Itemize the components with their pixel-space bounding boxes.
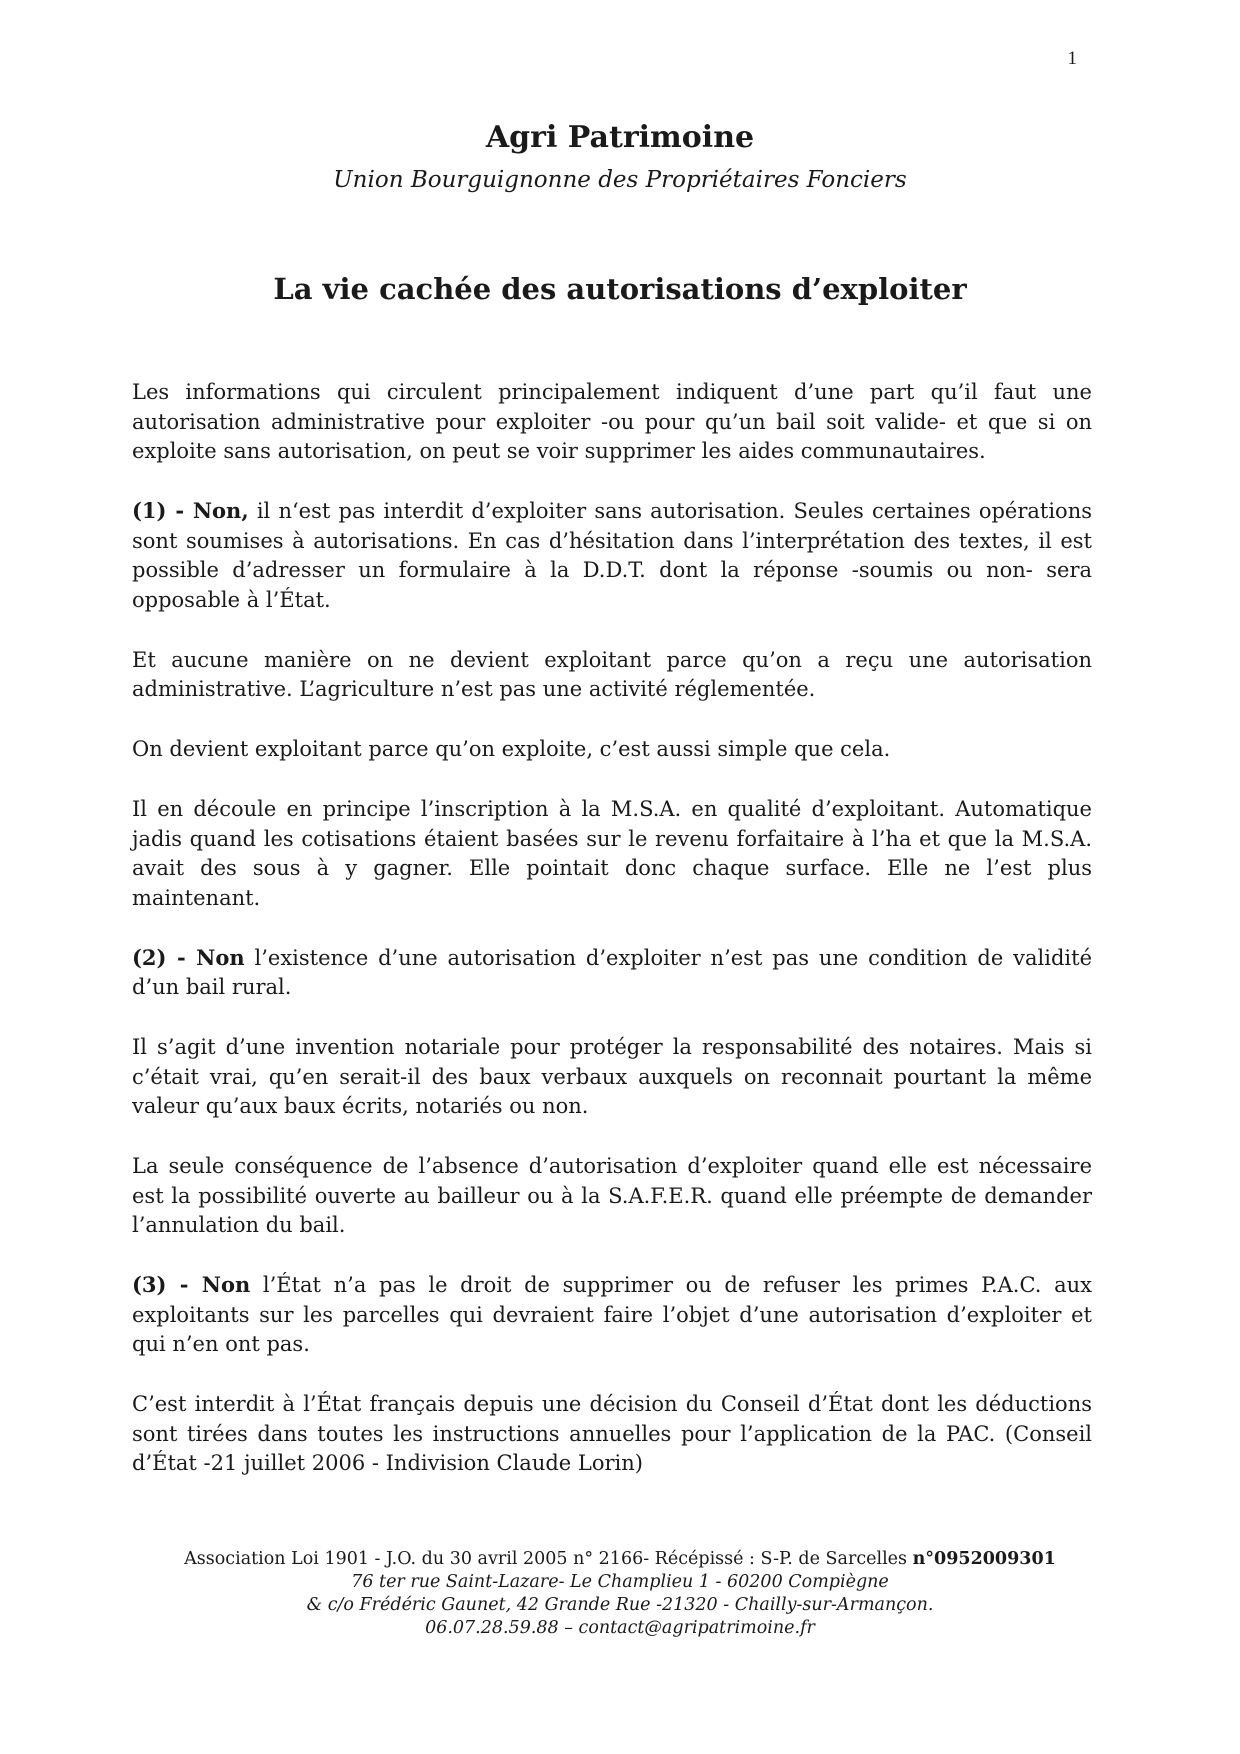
organization-name: Agri Patrimoine <box>485 120 755 155</box>
paragraph-lead: (1) - Non, <box>132 498 249 523</box>
paragraph-text: La seule conséquence de l’absence d’autorisation d’exploiter quand elle est nécessaire est la possibilité ouverte au bailleur ou à la S.A.F.E.R. quand elle préempte de demander l’annulation du bail. <box>132 1154 1092 1237</box>
organization-subtitle: Union Bourguignonne des Propriétaires Fonciers <box>333 167 907 193</box>
footer-registration-text: Association Loi 1901 - J.O. du 30 avril 2005 n° 2166- Récépissé : S-P. de Sarcelles <box>184 1549 913 1569</box>
paragraph-text: Les informations qui circulent principalement indiquent d’une part qu’il faut une autorisation administrative pour exploiter -ou pour qu’un bail soit valide- et que si on exploite sans autorisation, on peut se voir supprimer les aides communautaires. <box>132 380 1092 463</box>
paragraph <box>132 734 1092 765</box>
letterhead <box>0 120 1240 193</box>
paragraph-text: On devient exploitant parce qu’on exploite, c’est aussi simple que cela. <box>132 737 891 761</box>
footer-contact-line: 06.07.28.59.88 – contact@agripatrimoine.fr <box>425 1618 815 1638</box>
paragraph <box>132 1270 1092 1360</box>
footer-registration-line <box>0 1548 1240 1571</box>
paragraph <box>132 1032 1092 1122</box>
paragraph-text: l’existence d’une autorisation d’exploiter n’est pas une condition de validité d’un bail rural. <box>132 945 1092 999</box>
footer-address-line-2: & c/o Frédéric Gaunet, 42 Grande Rue -21320 - Chailly-sur-Armançon. <box>306 1595 934 1615</box>
paragraph-lead: (2) - Non <box>132 944 245 970</box>
paragraph <box>132 645 1092 705</box>
footer-address-line: 76 ter rue Saint-Lazare- Le Champlieu 1 - 60200 Compiègne <box>351 1572 889 1592</box>
paragraph <box>132 943 1092 1003</box>
paragraph-text: Il s’agit d’une invention notariale pour protéger la responsabilité des notaires. Mais si c’était vrai, qu’en serait-il des baux verbaux auxquels on reconnait pourtant la même valeur qu’aux baux écrits, notariés ou non. <box>132 1035 1092 1118</box>
paragraph-text: l’État n’a pas le droit de supprimer ou de refuser les primes P.A.C. aux exploitants sur les parcelles qui devraient faire l’objet d’une autorisation d’exploiter et qui n’en ont pas. <box>132 1273 1092 1356</box>
paragraph <box>132 377 1092 467</box>
page-footer <box>0 1548 1240 1640</box>
page-number: 1 <box>1067 48 1077 69</box>
paragraph <box>132 1389 1092 1479</box>
paragraph-text: Et aucune manière on ne devient exploitant parce qu’on a reçu une autorisation administrative. L’agriculture n’est pas une activité réglementée. <box>132 647 1092 701</box>
paragraph <box>132 496 1092 615</box>
footer-registration-number: n°0952009301 <box>912 1549 1056 1569</box>
document-body <box>132 377 1092 1508</box>
paragraph <box>132 794 1092 913</box>
document-title: La vie cachée des autorisations d’exploiter <box>273 272 967 306</box>
paragraph-text: Il en découle en principe l’inscription à la M.S.A. en qualité d’exploitant. Automatique jadis quand les cotisations étaient basées sur le revenu forfaitaire à l’ha et que la M.S.A. avait des sous à y gagner. Elle pointait donc chaque surface. Elle ne l’est plus maintenant. <box>132 797 1092 910</box>
paragraph-lead: (3) - Non <box>132 1272 251 1297</box>
paragraph-text: C’est interdit à l’État français depuis une décision du Conseil d’État dont les déductions sont tirées dans toutes les instructions annuelles pour l’application de la PAC. (Conseil d’État -21 juillet 2006 - Indivision Claude Lorin) <box>132 1392 1092 1475</box>
paragraph-text: il n‘est pas interdit d’exploiter sans autorisation. Seules certaines opérations sont soumises à autorisations. En cas d’hésitation dans l’interprétation des textes, il est possible d’adresser un formulaire à la D.D.T. dont la réponse -soumis ou non- sera opposable à l’État. <box>132 499 1092 612</box>
paragraph <box>132 1151 1092 1241</box>
